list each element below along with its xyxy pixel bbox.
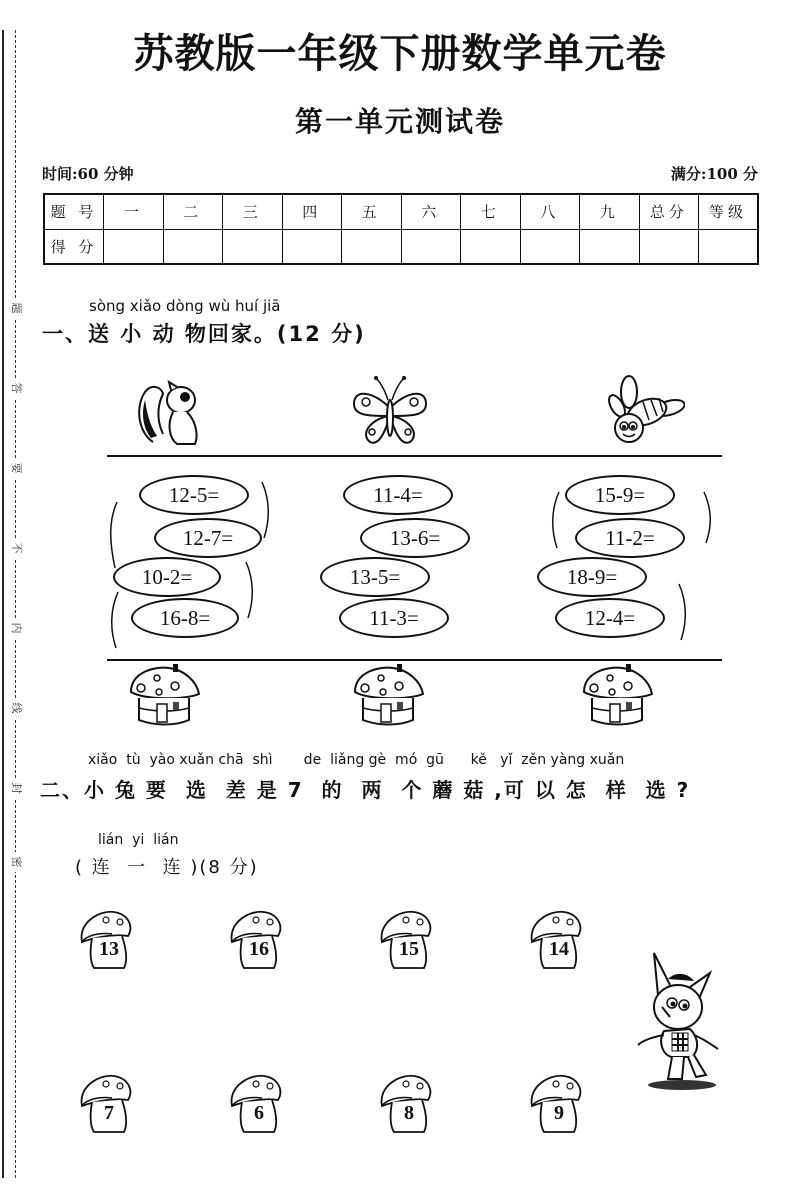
butterfly-icon — [350, 372, 430, 452]
score-table — [43, 193, 759, 265]
separator-line-top — [107, 455, 722, 457]
binding-solid-line — [2, 30, 4, 1178]
q1-title: 一、送 小 动 物回家。(12 分) — [42, 322, 366, 346]
header-cell: 八 — [520, 194, 580, 229]
equation-oval[interactable]: 11-2= — [575, 518, 685, 558]
binding-char: 封 — [6, 778, 26, 798]
header-cell: 七 — [461, 194, 521, 229]
q2-title: 二、小 兔 要 选 差 是 7 的 两 个 蘑 菇 ,可 以 怎 样 选 ? — [40, 778, 691, 802]
binding-char: 密 — [6, 852, 26, 872]
mushroom-16[interactable] — [228, 908, 298, 973]
mushroom-7[interactable] — [78, 1072, 148, 1137]
wave-decoration — [258, 480, 272, 540]
score-cell[interactable] — [342, 229, 402, 264]
mushroom-house-icon — [349, 662, 429, 732]
wave-decoration — [700, 490, 714, 545]
binding-char: 内 — [6, 618, 26, 638]
mushroom-15[interactable] — [378, 908, 448, 973]
score-table-score-row — [44, 229, 758, 264]
header-cell: 题 号 — [44, 194, 104, 229]
wave-decoration — [108, 590, 122, 650]
q2-sub-pinyin: lián yi lián — [98, 832, 179, 848]
mushroom-6[interactable] — [228, 1072, 298, 1137]
mushroom-number: 9 — [554, 1102, 564, 1124]
binding-char: 不 — [6, 538, 26, 558]
score-cell[interactable] — [699, 229, 759, 264]
score-cell[interactable] — [401, 229, 461, 264]
mushroom-number: 7 — [104, 1102, 114, 1124]
binding-char: 要 — [6, 458, 26, 478]
header-cell: 六 — [401, 194, 461, 229]
equation-oval[interactable]: 11-3= — [339, 598, 449, 638]
score-cell[interactable] — [223, 229, 283, 264]
mushroom-number: 14 — [549, 938, 569, 960]
binding-char: 答 — [6, 378, 26, 398]
page-title: 苏教版一年级下册数学单元卷 — [133, 31, 667, 77]
equation-oval[interactable]: 11-4= — [343, 475, 453, 515]
binding-char: 线 — [6, 698, 26, 718]
header-cell: 四 — [282, 194, 342, 229]
mushroom-9[interactable] — [528, 1072, 598, 1137]
binding-char: 题 — [6, 298, 26, 318]
equation-oval[interactable]: 12-5= — [139, 475, 249, 515]
equation-oval[interactable]: 10-2= — [113, 557, 221, 597]
score-cell[interactable] — [580, 229, 640, 264]
header-cell: 二 — [163, 194, 223, 229]
score-cell[interactable] — [639, 229, 699, 264]
wave-decoration — [549, 490, 563, 550]
score-table-header-row — [44, 194, 758, 229]
equation-oval[interactable]: 16-8= — [131, 598, 239, 638]
score-cell[interactable] — [163, 229, 223, 264]
equation-oval[interactable]: 12-7= — [154, 518, 262, 558]
q2-pinyin: xiǎo tù yào xuǎn chā shì de liǎng gè mó gū kě yǐ zěn yàng xuǎn — [88, 752, 625, 768]
full-score: 满分:100 分 — [670, 165, 758, 183]
header-cell: 等级 — [699, 194, 759, 229]
mushroom-number: 8 — [404, 1102, 414, 1124]
score-cell[interactable] — [461, 229, 521, 264]
header-cell: 三 — [223, 194, 283, 229]
rabbit-icon — [628, 945, 728, 1095]
wave-decoration — [675, 582, 689, 642]
wave-decoration — [242, 560, 256, 620]
equation-oval[interactable]: 13-6= — [360, 518, 470, 558]
bee-icon — [605, 372, 685, 452]
mushroom-house-icon — [578, 662, 658, 732]
binding-dashed-line — [15, 30, 16, 1178]
mushroom-14[interactable] — [528, 908, 598, 973]
mushroom-house-icon — [125, 662, 205, 732]
header-cell: 五 — [342, 194, 402, 229]
q1-pinyin: sòng xiǎo dòng wù huí jiā — [89, 297, 281, 315]
header-cell: 总分 — [639, 194, 699, 229]
score-row-label: 得 分 — [44, 229, 104, 264]
separator-line-bottom — [107, 659, 722, 661]
header-cell: 一 — [104, 194, 164, 229]
mushroom-number: 15 — [399, 938, 419, 960]
score-cell[interactable] — [282, 229, 342, 264]
mushroom-number: 13 — [99, 938, 119, 960]
score-cell[interactable] — [104, 229, 164, 264]
mushroom-number: 6 — [254, 1102, 264, 1124]
equation-oval[interactable]: 18-9= — [537, 557, 647, 597]
exam-time: 时间:60 分钟 — [42, 165, 134, 183]
equation-oval[interactable]: 13-5= — [320, 557, 430, 597]
score-cell[interactable] — [520, 229, 580, 264]
equation-oval[interactable]: 15-9= — [565, 475, 675, 515]
wave-decoration — [107, 500, 121, 570]
mushroom-number: 16 — [249, 938, 269, 960]
equation-oval[interactable]: 12-4= — [555, 598, 665, 638]
header-cell: 九 — [580, 194, 640, 229]
squirrel-icon — [133, 372, 213, 452]
mushroom-13[interactable] — [78, 908, 148, 973]
mushroom-8[interactable] — [378, 1072, 448, 1137]
q2-sub-title: ( 连 一 连 )(8 分) — [75, 857, 259, 878]
page-subtitle: 第一单元测试卷 — [294, 105, 505, 138]
